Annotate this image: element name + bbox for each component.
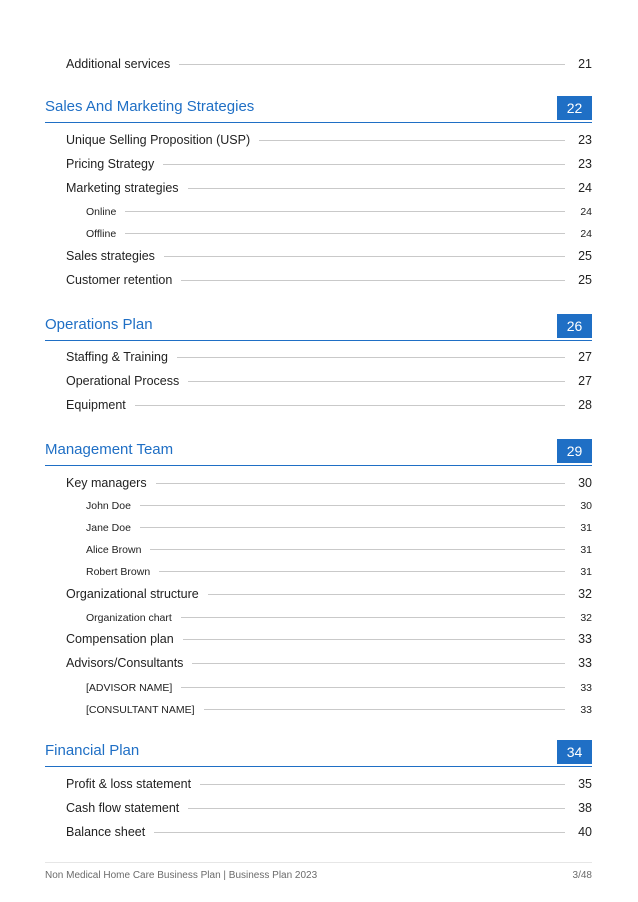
- toc-entry[interactable]: [66, 133, 592, 147]
- toc-entry-page: 31: [580, 522, 592, 534]
- dot-leader-line: [208, 594, 565, 595]
- toc-entry-page: 25: [578, 273, 592, 287]
- toc-entry[interactable]: [66, 374, 592, 388]
- toc-entry-label: Operational Process: [66, 374, 180, 388]
- toc-entry-page: 32: [578, 587, 592, 601]
- dot-leader-line: [140, 505, 565, 506]
- dot-leader-line: [156, 483, 565, 484]
- toc-entry-label: Alice Brown: [86, 544, 142, 556]
- toc-entry-label: Key managers: [66, 476, 147, 490]
- toc-subentry[interactable]: [86, 682, 592, 694]
- toc-section-heading[interactable]: [45, 740, 592, 767]
- toc-entry-label: Marketing strategies: [66, 181, 179, 195]
- dot-leader-line: [177, 357, 565, 358]
- toc-entry[interactable]: [66, 777, 592, 791]
- dot-leader-line: [183, 639, 565, 640]
- toc-entry-label: Unique Selling Proposition (USP): [66, 133, 251, 147]
- toc-entry[interactable]: [66, 825, 592, 839]
- toc-entry[interactable]: [66, 656, 592, 670]
- toc-entry-page: 25: [578, 249, 592, 263]
- toc-entry-label: Robert Brown: [86, 566, 151, 578]
- toc-subentry[interactable]: [86, 206, 592, 218]
- dot-leader-line: [200, 784, 565, 785]
- dot-leader-line: [159, 571, 565, 572]
- toc-entry-label: Sales strategies: [66, 249, 155, 263]
- toc-entry-page: 24: [580, 206, 592, 218]
- toc-entry-page: 33: [578, 656, 592, 670]
- toc-entry-page: 31: [580, 566, 592, 578]
- toc-entry-label: Pricing Strategy: [66, 157, 155, 171]
- dot-leader-line: [188, 188, 565, 189]
- toc-entry-page: 30: [580, 500, 592, 512]
- dot-leader-line: [135, 405, 565, 406]
- footer-page-number: 3/48: [572, 870, 592, 881]
- toc-entry-label: Staffing & Training: [66, 350, 168, 364]
- toc-entry-label: Equipment: [66, 398, 126, 412]
- toc-entry-page: 33: [580, 682, 592, 694]
- toc-entry-page: 24: [578, 181, 592, 195]
- toc-entry-label: Cash flow statement: [66, 801, 180, 815]
- toc-entry-label: Offline: [86, 228, 117, 240]
- toc-entry-label: John Doe: [86, 500, 131, 512]
- toc-entry-page: 31: [580, 544, 592, 556]
- section-title: Sales And Marketing Strategies: [45, 98, 255, 115]
- section-page-badge: 22: [557, 96, 592, 120]
- toc-entry-label: Organization chart: [86, 612, 172, 624]
- section-title: Management Team: [45, 441, 174, 458]
- toc-entry-page: 33: [578, 632, 592, 646]
- toc-entry[interactable]: [66, 181, 592, 195]
- dot-leader-line: [163, 164, 565, 165]
- toc-subentry[interactable]: [86, 544, 592, 556]
- toc-entry[interactable]: [66, 273, 592, 287]
- dot-leader-line: [204, 709, 565, 710]
- toc-section-heading[interactable]: [45, 96, 592, 123]
- toc-entry-label: Balance sheet: [66, 825, 146, 839]
- toc-entry-label: Compensation plan: [66, 632, 174, 646]
- toc-entry-label: [ADVISOR NAME]: [86, 682, 173, 694]
- dot-leader-line: [140, 527, 565, 528]
- toc-entry-page: 38: [578, 801, 592, 815]
- toc-entry-page: 35: [578, 777, 592, 791]
- dot-leader-line: [181, 617, 565, 618]
- page-footer: [45, 862, 592, 883]
- toc-entry-page: 27: [578, 350, 592, 364]
- toc-subentry[interactable]: [86, 522, 592, 534]
- toc-entry-page: 23: [578, 157, 592, 171]
- toc-section-heading[interactable]: [45, 439, 592, 466]
- dot-leader-line: [150, 549, 565, 550]
- toc-entry[interactable]: [66, 157, 592, 171]
- toc-entry-label: Online: [86, 206, 117, 218]
- section-page-badge: 29: [557, 439, 592, 463]
- toc-entry[interactable]: [66, 57, 592, 71]
- toc-entry-page: 30: [578, 476, 592, 490]
- dot-leader-line: [188, 808, 565, 809]
- toc-entry[interactable]: [66, 587, 592, 601]
- toc-entry-label: Advisors/Consultants: [66, 656, 184, 670]
- toc-entry-page: 27: [578, 374, 592, 388]
- section-title: Financial Plan: [45, 742, 140, 759]
- toc-subentry[interactable]: [86, 612, 592, 624]
- toc-entry-label: Profit & loss statement: [66, 777, 192, 791]
- toc-subentry[interactable]: [86, 704, 592, 716]
- dot-leader-line: [188, 381, 565, 382]
- toc-entry[interactable]: [66, 249, 592, 263]
- toc-entry-page: 23: [578, 133, 592, 147]
- toc-entry-page: 24: [580, 228, 592, 240]
- dot-leader-line: [179, 64, 565, 65]
- toc-entry-page: 32: [580, 612, 592, 624]
- dot-leader-line: [259, 140, 565, 141]
- dot-leader-line: [181, 687, 565, 688]
- dot-leader-line: [154, 832, 565, 833]
- section-page-badge: 34: [557, 740, 592, 764]
- dot-leader-line: [164, 256, 565, 257]
- toc-entry-page: 21: [578, 57, 592, 71]
- toc-subentry[interactable]: [86, 228, 592, 240]
- toc-entry[interactable]: [66, 476, 592, 490]
- toc-entry[interactable]: [66, 801, 592, 815]
- dot-leader-line: [181, 280, 565, 281]
- dot-leader-line: [125, 211, 565, 212]
- toc-subentry[interactable]: [86, 566, 592, 578]
- dot-leader-line: [125, 233, 565, 234]
- toc-entry-label: Jane Doe: [86, 522, 131, 534]
- toc-entry-label: [CONSULTANT NAME]: [86, 704, 195, 716]
- toc-entry[interactable]: [66, 350, 592, 364]
- toc-entry[interactable]: [66, 398, 592, 412]
- section-title: Operations Plan: [45, 316, 153, 333]
- toc-entry-label: Additional services: [66, 57, 171, 71]
- toc-entry-page: 28: [578, 398, 592, 412]
- toc-section-heading[interactable]: [45, 314, 592, 341]
- section-page-badge: 26: [557, 314, 592, 338]
- toc-entry-label: Customer retention: [66, 273, 173, 287]
- dot-leader-line: [192, 663, 565, 664]
- toc-entry-label: Organizational structure: [66, 587, 199, 601]
- toc-subentry[interactable]: [86, 500, 592, 512]
- footer-title: Non Medical Home Care Business Plan | Business Plan 2023: [45, 870, 318, 881]
- toc-entry-page: 40: [578, 825, 592, 839]
- toc-entry[interactable]: [66, 632, 592, 646]
- toc-entry-page: 33: [580, 704, 592, 716]
